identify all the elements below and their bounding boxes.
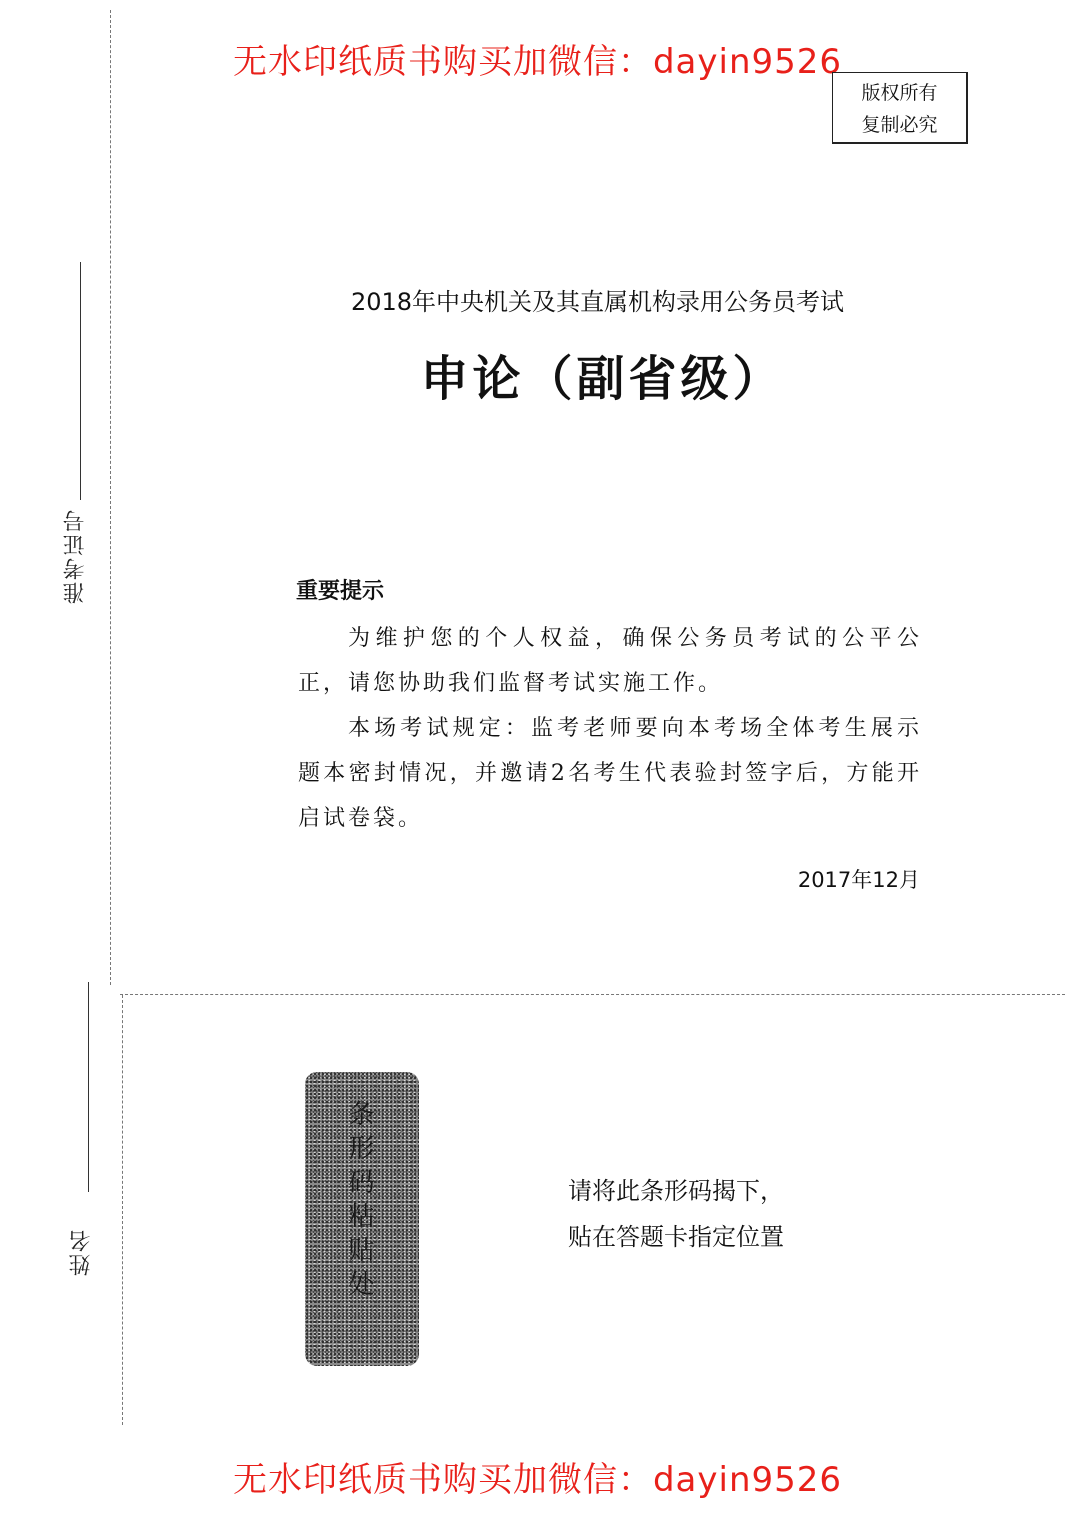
notice-paragraph-2: 本场考试规定：监考老师要向本考场全体考生展示题本密封情况，并邀请2名考生代表验封签字后，方能开启试卷袋。 — [298, 716, 922, 831]
notice-date: 2017年12月 — [797, 868, 920, 892]
binding-line-left-upper — [110, 10, 111, 985]
notice-paragraph-1: 为维护您的个人权益，确保公务员考试的公平公正，请您协助我们监督考试实施工作。 — [298, 626, 922, 696]
instruction-line1: 请将此条形码揭下， — [568, 1177, 784, 1205]
admission-number-label: 准考证号 — [63, 508, 88, 604]
barcode-label: 条形码粘贴处 — [344, 1100, 374, 1304]
copyright-line2: 复制必究 — [861, 114, 938, 136]
notice-heading: 重要提示 — [296, 579, 385, 604]
perforation-line — [120, 994, 1065, 995]
barcode-instruction — [568, 1168, 784, 1260]
instruction-line2: 贴在答题卡指定位置 — [568, 1223, 784, 1251]
exam-title: 2018年中央机关及其直属机构录用公务员考试 — [350, 288, 845, 316]
name-label: 姓名 — [69, 1228, 94, 1276]
copyright-line1: 版权所有 — [861, 82, 938, 104]
watermark-top: 无水印纸质书购买加微信：dayin9526 — [232, 42, 843, 82]
name-line — [88, 982, 89, 1192]
binding-line-left-lower — [122, 995, 123, 1425]
watermark-bottom: 无水印纸质书购买加微信：dayin9526 — [232, 1460, 843, 1500]
copyright-box — [832, 72, 968, 144]
subject-title: 申论（副省级） — [420, 351, 785, 407]
